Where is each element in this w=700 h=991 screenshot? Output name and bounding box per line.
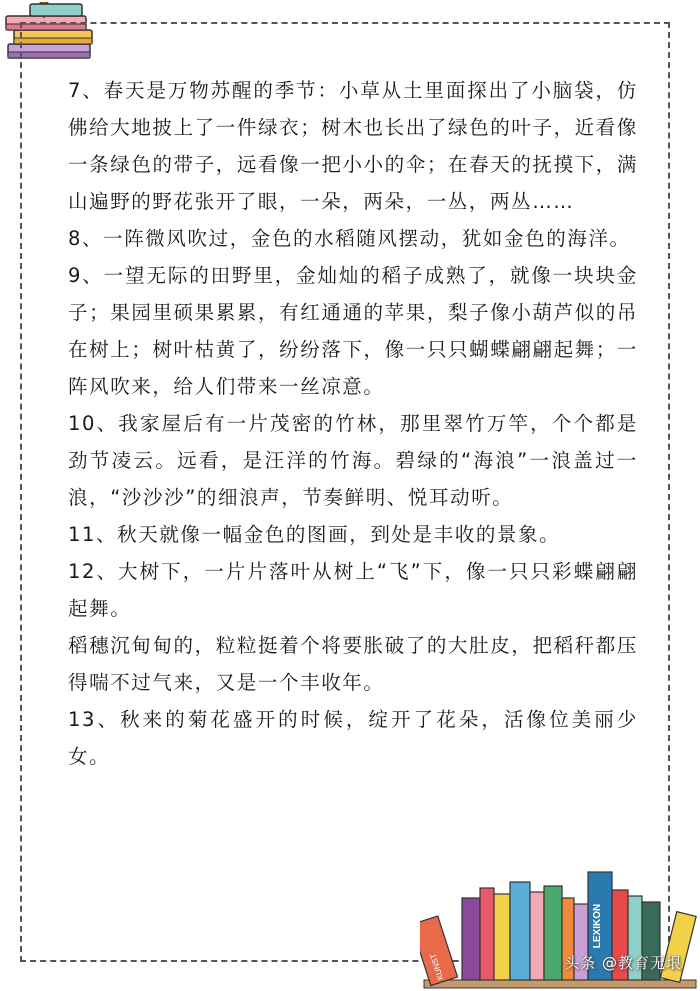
paragraph-12: 12、大树下，一片片落叶从树上“飞”下，像一只只彩蝶翩翩起舞。 [68, 560, 638, 620]
paragraph-13: 13、秋来的菊花盛开的时候，绽开了花朵，活像位美丽少女。 [68, 708, 638, 768]
paragraph-9: 9、一望无际的田野里，金灿灿的稻子成熟了，就像一块块金子；果园里硕果累累，有红通通的苹果，梨子像小葫芦似的吊在树上；树叶枯黄了，纷纷落下，像一只只蝴蝶翩翩起舞；一阵风吹来，给人们带来一丝凉意。 [68, 264, 638, 398]
paragraph-8: 8、一阵微风吹过，金色的水稻随风摆动，犹如金色的海洋。 [68, 227, 631, 250]
paragraph-7: 7、春天是万物苏醒的季节：小草从土里面探出了小脑袋，仿佛给大地披上了一件绿衣；树木也长出了绿色的叶子，近看像一条绿色的带子，远看像一把小小的伞；在春天的抚摸下，满山遍野的野花张开了眼，一朵，两朵，一丛，两丛…… [68, 79, 638, 213]
article-body [68, 72, 638, 775]
book-spine-kunst: KUNST [428, 952, 446, 982]
watermark: 头条 @教育无垠 [564, 954, 682, 972]
book-spine-lexikon: LEXIKON [592, 903, 603, 949]
paragraph-12-continued: 稻穗沉甸甸的，粒粒挺着个将要胀破了的大肚皮，把稻秆都压得喘不过气来，又是一个丰收年。 [68, 634, 638, 694]
paragraph-10: 10、我家屋后有一片茂密的竹林，那里翠竹万竿，个个都是劲节凌云。远看，是汪洋的竹海。碧绿的“海浪”一浪盖过一浪，“沙沙沙”的细浪声，节奏鲜明、悦耳动听。 [68, 412, 638, 509]
paragraph-11: 11、秋天就像一幅金色的图画，到处是丰收的景象。 [68, 523, 561, 546]
